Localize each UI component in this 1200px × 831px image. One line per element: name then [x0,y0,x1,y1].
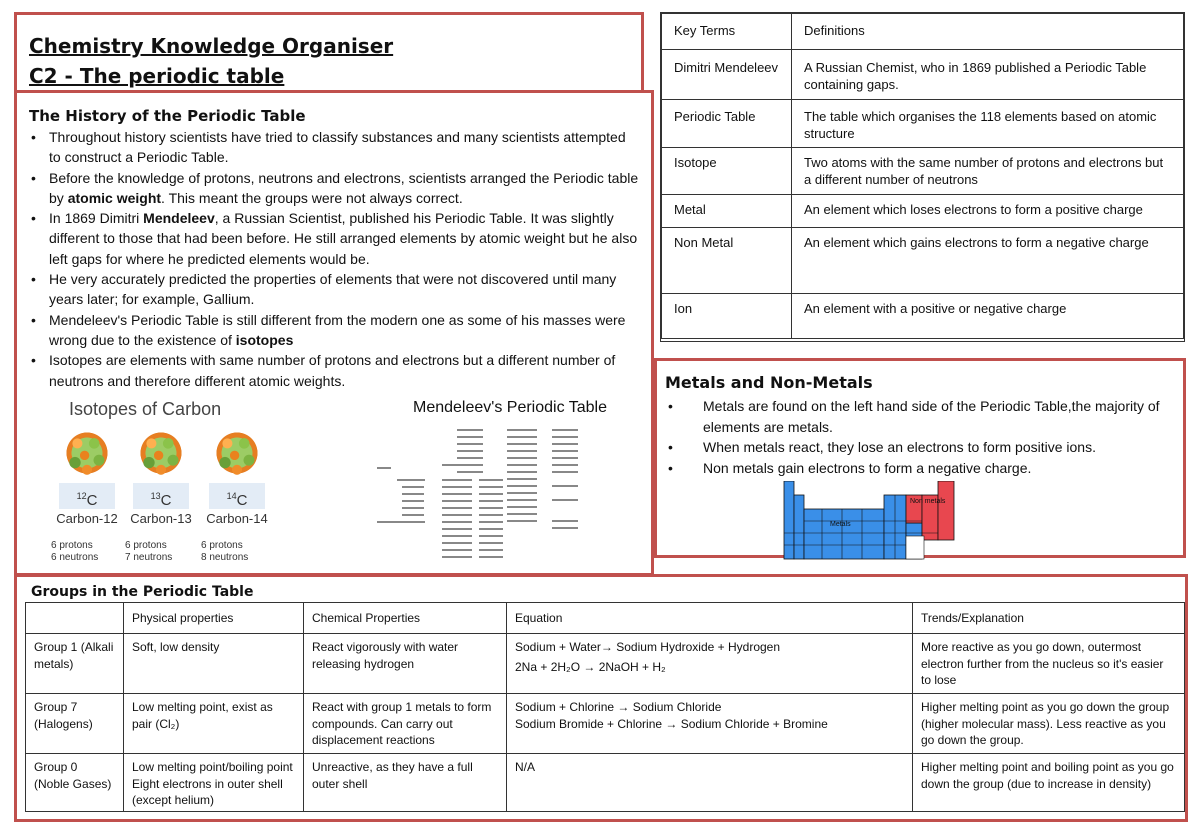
table-row [26,634,1185,694]
trend: Higher melting point and boiling point as you go down the group (due to increase in density) [913,754,1185,812]
key-term: Dimitri Mendeleev [662,50,792,100]
isotope-name: Carbon-13 [130,511,192,526]
groups-header-row [26,603,1185,634]
mendeleev-table-image [357,429,607,569]
isotope-particles: 6 protons 7 neutrons [125,540,173,563]
history-bullet-list [29,127,641,391]
group-name: Group 1 (Alkali metals) [26,634,124,694]
isotopes-title: Isotopes of Carbon [69,399,222,419]
groups-header-cell: Physical properties [124,603,304,634]
metals-bullet: • Metals are found on the left hand side of the Periodic Table,the majority of elements are metals. [665,396,1177,437]
groups-heading: Groups in the Periodic Table [31,584,254,600]
trend: Higher melting point as you go down the group (higher molecular mass). Less reactive as you go down the group. [913,694,1185,754]
equation: Sodium + Water→ Sodium Hydroxide + Hydrogen 2Na + 2H₂O → 2NaOH + H₂ [507,634,913,694]
metal-region [784,481,922,559]
history-bullet: • Before the knowledge of protons, neutrons and electrons, scientists arranged the Periodic table by atomic weight. This meant the groups were not always correct. [29,168,641,209]
history-section [14,90,654,576]
definitions-header: Definitions [792,14,1184,50]
physical-properties: Low melting point, exist as pair (Cl₂) [124,694,304,754]
chemical-properties: Unreactive, as they have a full outer shell [304,754,507,812]
group-name: Group 0 (Noble Gases) [26,754,124,812]
chemical-properties: React with group 1 metals to form compounds. Can carry out displacement reactions [304,694,507,754]
key-term: Metal [662,195,792,228]
trend: More reactive as you go down, outermost electron further from the nucleus so it's easier to lose [913,634,1185,694]
key-term-definition: An element which loses electrons to form a positive charge [792,195,1184,228]
key-term-row [662,100,1184,148]
groups-header-cell [26,603,124,634]
table-row [26,754,1185,812]
key-terms-header-row [662,14,1184,50]
groups-header-cell: Trends/Explanation [913,603,1185,634]
non-metals-label: Non metals [910,498,946,505]
atom-nucleus-icon [63,429,111,477]
title-line-2: C2 - The periodic table [29,64,285,88]
key-term-definition: Two atoms with the same number of protons and electrons but a different number of neutrons [792,148,1184,195]
history-bullet: • Isotopes are elements with same number of protons and electrons but a different number of neutrons and therefore different atomic weights. [29,350,641,391]
key-term-row [662,148,1184,195]
key-term-row [662,294,1184,339]
key-term-definition: A Russian Chemist, who in 1869 published a Periodic Table containing gaps. [792,50,1184,100]
page-title [29,31,393,91]
equation: N/A [507,754,913,812]
physical-properties: Low melting point/boiling point Eight electrons in outer shell (except helium) [124,754,304,812]
groups-header-cell: Chemical Properties [304,603,507,634]
equation: Sodium + Chlorine → Sodium Chloride Sodium Bromide + Chlorine → Sodium Chloride + Bromine [507,694,913,754]
history-heading: The History of the Periodic Table [29,107,306,125]
key-term: Ion [662,294,792,339]
isotope-carbon-12 [47,429,127,564]
metals-section [654,358,1186,558]
isotope-symbol: $^{14}$C [209,483,265,509]
key-term-definition: An element which gains electrons to form a negative charge [792,228,1184,294]
key-term: Non Metal [662,228,792,294]
key-term: Periodic Table [662,100,792,148]
history-bullet: • In 1869 Dimitri Mendeleev, a Russian Scientist, published his Periodic Table. It was slightly different to those that had been before. He still arranged elements by atomic weight but he also left gaps for where he predicted elements would be. [29,208,641,269]
metals-label: Metals [830,521,851,528]
key-term-row [662,50,1184,100]
title-line-1: Chemistry Knowledge Organiser [29,34,394,58]
metals-bullet: • When metals react, they lose an electrons to form positive ions. [665,437,1177,458]
isotope-name: Carbon-14 [206,511,268,526]
key-terms-table [661,13,1184,339]
isotope-carbon-14 [197,429,277,564]
table-gap [906,536,924,559]
mendeleev-table-text-lines [377,429,578,558]
history-bullet: • Mendeleev's Periodic Table is still different from the modern one as some of his masses were wrong due to the existence of isotopes [29,310,641,351]
isotope-symbol: $^{13}$C [133,483,189,509]
table-row [26,694,1185,754]
isotope-carbon-13 [121,429,201,564]
history-bullet: • He very accurately predicted the properties of elements that were not discovered until many years later; for example, Gallium. [29,269,641,310]
key-term: Isotope [662,148,792,195]
groups-section [14,574,1188,822]
metals-bullet: • Non metals gain electrons to form a negative charge. [665,458,1177,479]
metals-bullet-list [665,396,1177,478]
physical-properties: Soft, low density [124,634,304,694]
group-name: Group 7 (Halogens) [26,694,124,754]
atom-nucleus-icon [137,429,185,477]
isotope-name: Carbon-12 [56,511,118,526]
metals-heading: Metals and Non-Metals [665,373,873,392]
isotope-particles: 6 protons 8 neutrons [201,540,249,563]
title-box [14,12,644,94]
key-terms-section [660,12,1185,342]
atom-nucleus-icon [213,429,261,477]
isotope-symbol: $^{12}$C [59,483,115,509]
periodic-table-metals-graphic [782,481,957,561]
key-term-definition: An element with a positive or negative charge [792,294,1184,339]
key-term-row [662,228,1184,294]
mendeleev-table-title: Mendeleev's Periodic Table [413,399,607,416]
history-bullet: • Throughout history scientists have tried to classify substances and many scientists attempted to construct a Periodic Table. [29,127,641,168]
key-terms-header: Key Terms [662,14,792,50]
isotope-particles: 6 protons 6 neutrons [51,540,99,563]
key-term-definition: The table which organises the 118 elements based on atomic structure [792,100,1184,148]
groups-header-cell: Equation [507,603,913,634]
key-term-row [662,195,1184,228]
groups-table [25,602,1185,812]
chemical-properties: React vigorously with water releasing hydrogen [304,634,507,694]
